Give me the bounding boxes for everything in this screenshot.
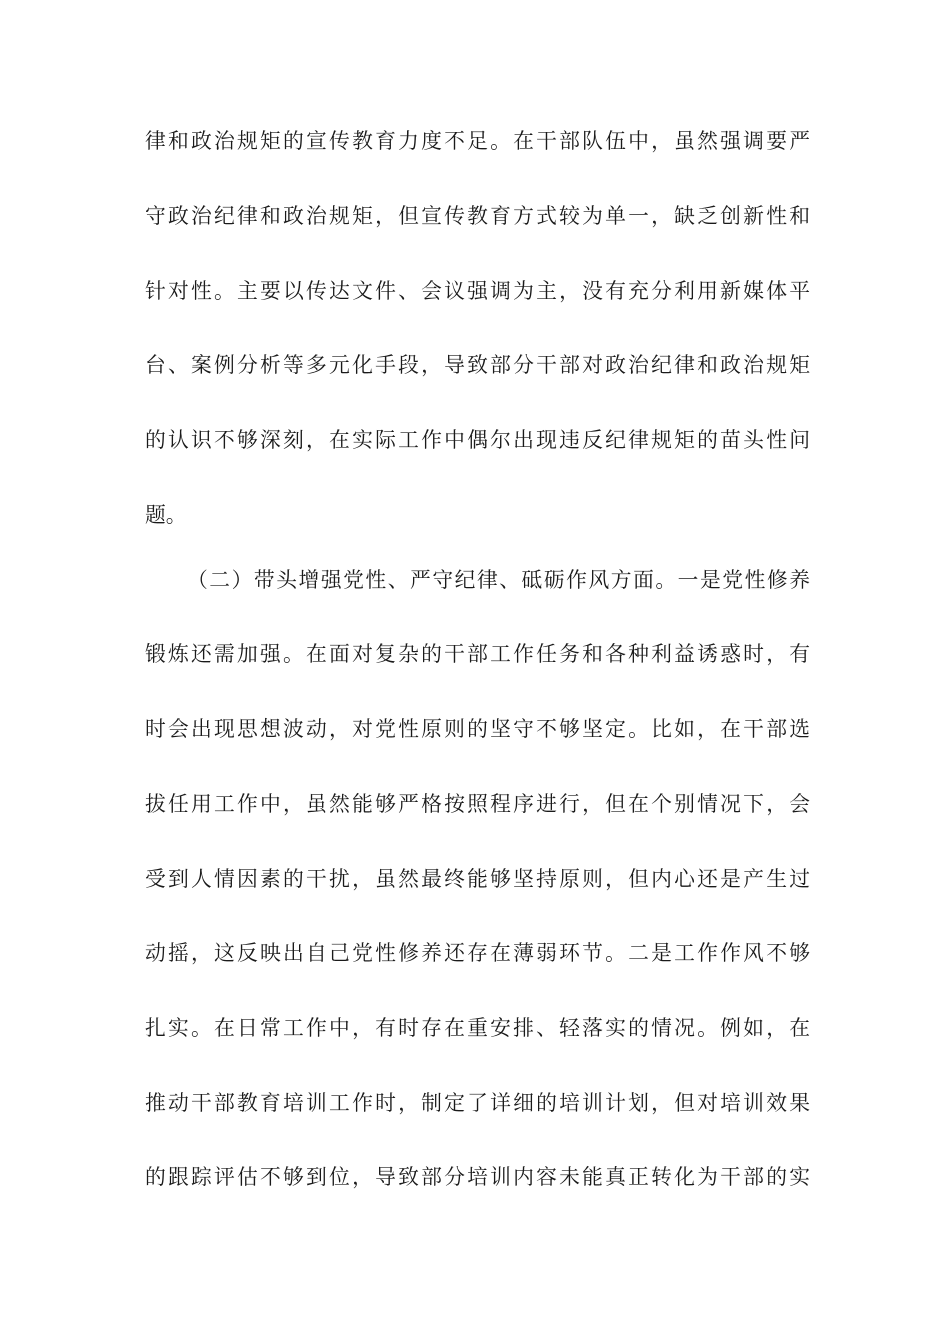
text-line: 推动干部教育培训工作时，制定了详细的培训计划，但对培训效果 (145, 1091, 810, 1115)
text-line: 针对性。主要以传达文件、会议强调为主，没有充分利用新媒体平 (145, 279, 810, 303)
text-line: 受到人情因素的干扰，虽然最终能够坚持原则，但内心还是产生过 (145, 867, 810, 891)
text-line: 律和政治规矩的宣传教育力度不足。在干部队伍中，虽然强调要严 (145, 129, 810, 153)
text-line: 的认识不够深刻，在实际工作中偶尔出现违反纪律规矩的苗头性问 (145, 428, 810, 452)
text-line: 题。 (145, 503, 187, 527)
text-line: 台、案例分析等多元化手段，导致部分干部对政治纪律和政治规矩 (145, 353, 810, 377)
text-line: 时会出现思想波动，对党性原则的坚守不够坚定。比如，在干部选 (145, 717, 810, 741)
text-line: 扎实。在日常工作中，有时存在重安排、轻落实的情况。例如，在 (145, 1016, 810, 1040)
text-line: 动摇，这反映出自己党性修养还存在薄弱环节。二是工作作风不够 (145, 941, 810, 965)
text-line: 的跟踪评估不够到位，导致部分培训内容未能真正转化为干部的实 (145, 1165, 810, 1189)
text-line: 守政治纪律和政治规矩，但宣传教育方式较为单一，缺乏创新性和 (145, 204, 810, 228)
text-line: 拔任用工作中，虽然能够严格按照程序进行，但在个别情况下，会 (145, 792, 810, 816)
paragraph-heading-line: （二）带头增强党性、严守纪律、砥砺作风方面。一是党性修养 (187, 568, 810, 592)
text-line: 锻炼还需加强。在面对复杂的干部工作任务和各种利益诱惑时，有 (145, 642, 810, 666)
